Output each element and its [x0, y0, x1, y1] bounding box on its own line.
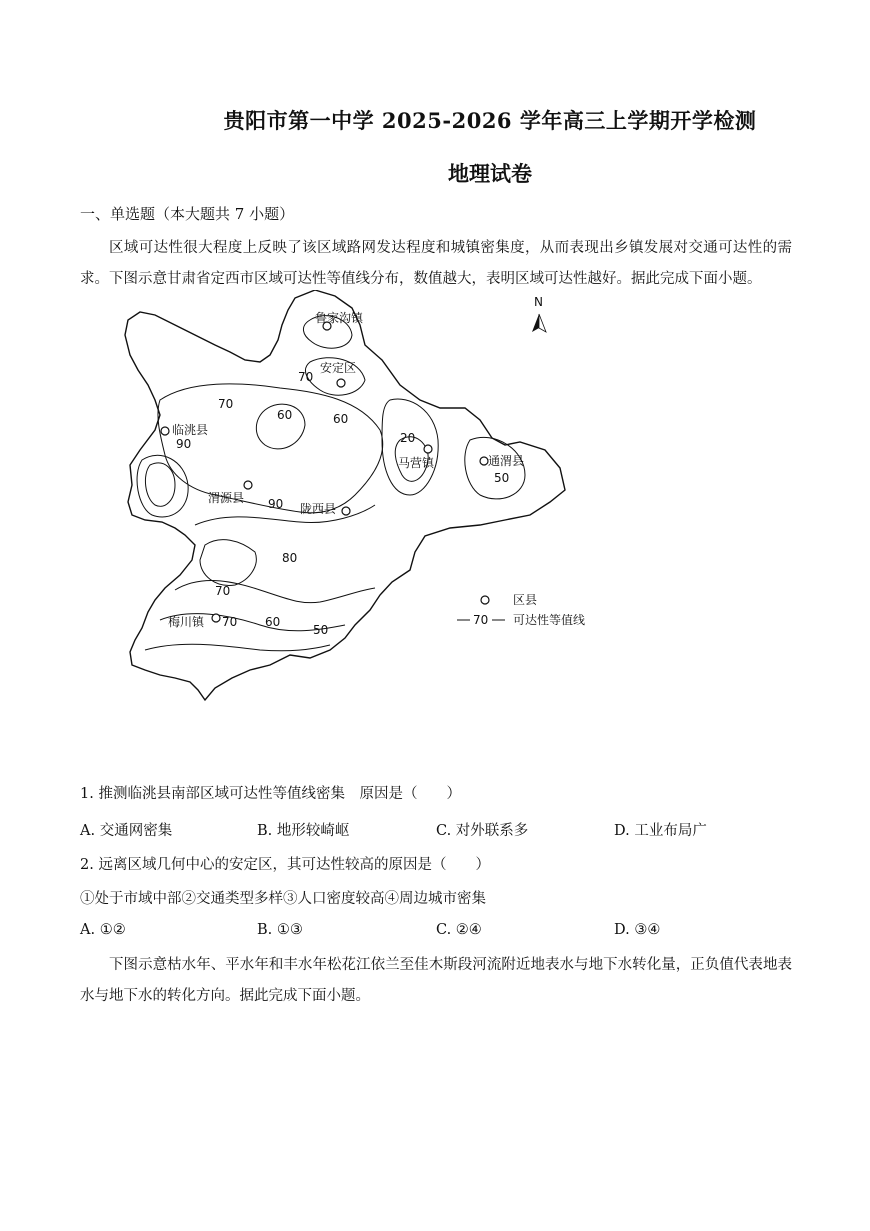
- q1-option-d[interactable]: D. 工业布局广: [614, 823, 707, 839]
- isoline-value: 70: [215, 584, 231, 598]
- place-tongwei: 通渭县: [488, 454, 525, 468]
- q2-option-b[interactable]: B. ①③: [257, 922, 303, 938]
- isoline-value: 20: [400, 431, 416, 445]
- north-label: N: [534, 295, 543, 309]
- question-2-statements: ①处于市域中部②交通类型多样③人口密度较高④周边城市密集: [80, 891, 486, 907]
- legend-isoline-value: 70: [473, 613, 489, 627]
- map-figure: [120, 290, 610, 710]
- isoline-value: 70: [222, 615, 238, 629]
- q1-option-c[interactable]: C. 对外联系多: [436, 823, 529, 839]
- isoline-value: 70: [298, 370, 314, 384]
- isoline-value: 60: [333, 412, 349, 426]
- north-arrow-icon: [532, 314, 546, 332]
- isoline-value: 80: [282, 551, 298, 565]
- isoline-value: 50: [494, 471, 510, 485]
- place-lujiagou: 鲁家沟镇: [315, 311, 364, 325]
- q2-option-d[interactable]: D. ③④: [614, 922, 661, 938]
- section-heading: 一、单选题（本大题共 7 小题）: [80, 205, 295, 223]
- place-lintao: 临洮县: [172, 423, 209, 437]
- region-outline: [125, 290, 565, 700]
- q1-option-a[interactable]: A. 交通网密集: [80, 823, 173, 839]
- isoline-value: 50: [313, 623, 329, 637]
- place-longxi: 陇西县: [300, 502, 337, 516]
- q2-option-a[interactable]: A. ①②: [80, 922, 126, 938]
- exam-title: 贵阳市第一中学 2025-2026 学年高三上学期开学检测: [223, 108, 757, 133]
- isoline-value: 90: [268, 497, 284, 511]
- passage-2: 下图示意枯水年、平水年和丰水年松花江依兰至佳木斯段河流附近地表水与地下水转化量，正负值代表地表水与地下水的转化方向。据此完成下面小题。: [80, 957, 792, 1004]
- question-2-stem: 2. 远离区域几何中心的安定区，其可达性较高的原因是（ ）: [80, 857, 490, 873]
- isoline-value: 90: [176, 437, 192, 451]
- question-1-stem: 1. 推测临洮县南部区域可达性等值线密集 原因是（ ）: [80, 786, 461, 802]
- place-anding: 安定区: [320, 361, 357, 375]
- legend-county-label: 区县: [513, 593, 538, 607]
- passage-1: 区域可达性很大程度上反映了该区域路网发达程度和城镇密集度，从而表现出乡镇发展对交通可达性的需求。下图示意甘肃省定西市区域可达性等值线分布，数值越大，表明区域可达性越好。据此完成下面小题。: [80, 240, 792, 287]
- place-weiyuan: 渭源县: [208, 491, 245, 505]
- q1-option-b[interactable]: B. 地形较崎岖: [257, 823, 350, 839]
- accessibility-map: [120, 290, 610, 710]
- legend-isoline-label: 可达性等值线: [513, 613, 586, 627]
- place-maying: 马营镇: [398, 456, 435, 470]
- isoline-value: 70: [218, 397, 234, 411]
- exam-subtitle: 地理试卷: [448, 161, 532, 186]
- place-meichuan: 梅川镇: [168, 615, 205, 629]
- isoline-value: 60: [277, 408, 293, 422]
- legend-county-icon: [481, 596, 489, 604]
- q2-option-c[interactable]: C. ②④: [436, 922, 482, 938]
- isoline-value: 60: [265, 615, 281, 629]
